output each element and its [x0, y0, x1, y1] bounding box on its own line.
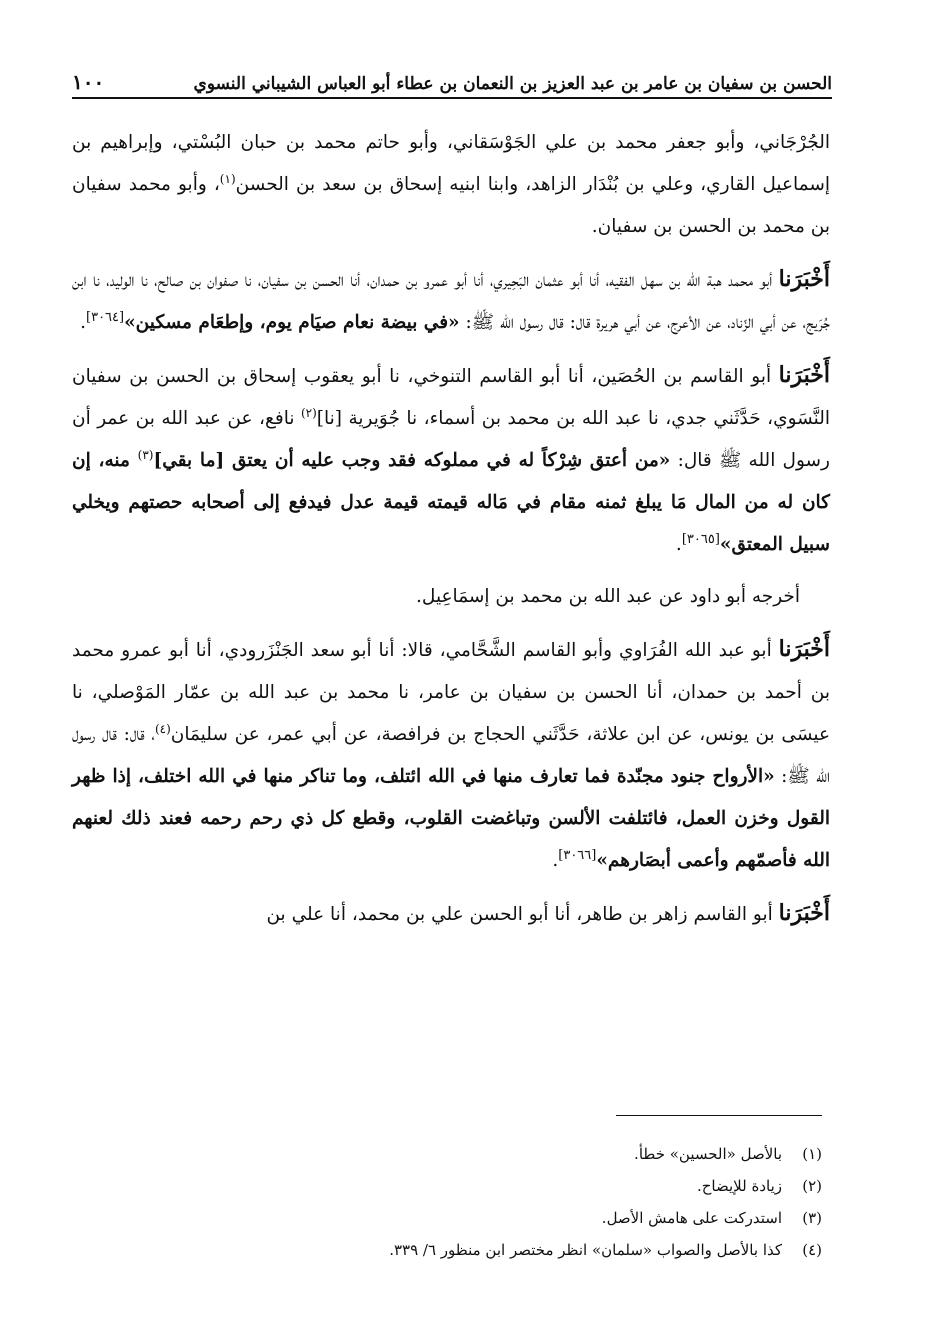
akhbarana-keyword: أَخْبَرَنا	[778, 362, 830, 388]
page-header	[72, 58, 832, 99]
footnote-divider	[616, 1115, 822, 1116]
footnote-text: بالأصل «الحسين» خطأ.	[634, 1145, 782, 1163]
footnote-number: (٢)	[802, 1177, 822, 1195]
paragraph-end: .	[675, 534, 682, 555]
paragraph-text: ، قال: قال رسول الله ﷺ:	[72, 724, 830, 787]
running-head: الحسن بن سفيان بن عامر بن عبد العزيز بن النعمان بن عطاء أبو العباس الشيباني النسوي	[193, 74, 832, 94]
paragraph-text: أبو القاسم بن الحُصَين، أنا أبو القاسم التنوخي، نا أبو يعقوب إسحاق بن الحسن بن سفيان النَّسَوي، حَدَّثَني جدي، نا عبد الله بن محمد بن أسماء، نا جُوَيرية [نا]	[72, 366, 830, 429]
source-number: [٣٠٦٦]	[558, 847, 597, 863]
source-number: [٣٠٦٥]	[681, 531, 720, 547]
hadith-text: «في بيضة نعام صيَام يوم، وإطعَام مسكين»	[124, 312, 460, 333]
footnote-item	[100, 1138, 822, 1170]
footnote-number: (١)	[802, 1145, 822, 1163]
akhbarana-keyword: أَخْبَرَنا	[778, 636, 830, 662]
paragraph-text: الجُرْجَاني، وأبو جعفر محمد بن علي الجَوْسَقاني، وأبو حاتم محمد بن حبان البُسْتي، وإبراهيم بن إسماعيل القاري، وعلي بن بُنْدَار الزاهد، وابنا ابنيه إسحاق بن سعد بن الحسن	[72, 132, 830, 195]
footnote-text: كذا بالأصل والصواب «سلمان» انظر مختصر ابن منظور ٦/ ٣٣٩.	[389, 1241, 782, 1259]
source-number: [٣٠٦٤]	[86, 309, 125, 325]
footnote-item	[100, 1170, 822, 1202]
footnote-item	[100, 1202, 822, 1234]
paragraph-2	[72, 258, 830, 344]
footnote-number: (٣)	[802, 1209, 822, 1227]
footnote-ref: (٤)	[154, 721, 171, 736]
paragraph-text: أخرجه أبو داود عن عبد الله بن محمد بن إسمَاعِيل.	[416, 586, 800, 607]
paragraph-text: أبو القاسم زاهر بن طاهر، أنا أبو الحسن علي بن محمد، أنا علي بن	[266, 904, 773, 925]
main-text	[72, 122, 830, 946]
paragraph-end: .	[552, 850, 559, 871]
footnote-text: استدركت على هامش الأصل.	[601, 1209, 782, 1227]
footnotes	[100, 1138, 822, 1266]
footnote-ref: (١)	[219, 171, 236, 186]
hadith-text: «من أعتق شِرْكاً له في مملوكه فقد وجب عليه أن يعتق [ما بقي]	[153, 450, 671, 471]
paragraph-text: ، وأبو محمد سفيان بن محمد بن الحسن بن سفيان.	[72, 174, 830, 237]
footnote-text: زيادة للإيضاح.	[696, 1177, 782, 1195]
paragraph-text: أبو عبد الله الفُرَاوي وأبو القاسم الشَّحَّامي، قالا: أنا أبو سعد الجَنْزَرودي، أنا أبو عمرو محمد بن أحمد بن حمدان، أنا الحسن بن سفيان بن عامر، نا محمد بن عبد الله بن عمّار المَوْصلي، نا عيسَى بن يونس، عن ابن علاثة، حَدَّثَني الحجاج بن فرافصة، عن أبي عمر، عن سليمَان	[72, 640, 830, 745]
paragraph-text: نافع، عن عبد الله بن عمر أن رسول الله ﷺ قال:	[72, 408, 830, 471]
footnote-ref: (٢)	[300, 405, 317, 420]
paragraph-5	[72, 628, 830, 882]
footnote-number: (٤)	[802, 1241, 822, 1259]
hadith-text: «الأرواح جنود مجنّدة فما تعارف منها في الله ائتلف، وما تناكر منها في الله اختلف، إذا ظهر القول وخزن العمل، فائتلفت الألسن وتباغضت القلوب، وقطع كل ذي رحم رحمه فعند ذلك لعنهم الله فأصمّهم وأعمى أبصَارهم»	[72, 766, 830, 871]
paragraph-1	[72, 122, 830, 248]
paragraph-6	[72, 892, 830, 936]
paragraph-text: أبو محمد هبة الله بن سهل الفقيه، أنا أبو عثمان البَحِيري، أنا أبو عمرو بن حمدان، أنا الحسن بن سفيان، نا صفوان بن صالح، نا الوليد، نا ابن جُرَيج، عن أبي الزّناد، عن الأعرج، عن أبي هريرة قال: قال رسول الله ﷺ:	[72, 270, 830, 333]
paragraph-end: .	[80, 312, 87, 333]
footnote-ref: (٣)	[137, 447, 154, 462]
hadith-text: منه، إن كان له من المال مَا يبلغ ثمنه مقام في مَاله قيمته قيمة عدل فيدفع إلى أصحابه حصتهم ويخلي سبيل المعتق»	[72, 450, 830, 555]
akhbarana-keyword: أَخْبَرَنا	[778, 266, 830, 292]
akhbarana-keyword: أَخْبَرَنا	[778, 900, 830, 926]
page-number: ١٠٠	[72, 70, 105, 94]
footnote-item	[100, 1234, 822, 1266]
paragraph-3	[72, 354, 830, 566]
paragraph-4	[72, 576, 830, 618]
